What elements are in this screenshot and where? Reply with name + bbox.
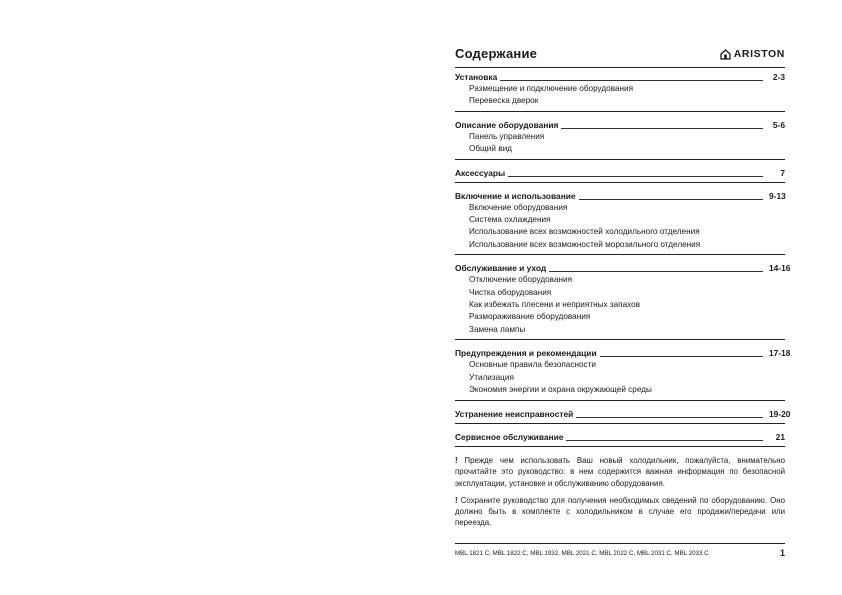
toc-page-range: 5-6: [772, 119, 785, 130]
toc-subitem: Использование всех возможностей морозильного отделения: [469, 239, 701, 249]
toc-section-heading: [455, 168, 785, 179]
toc-subitem: Чистка оборудования: [469, 287, 552, 297]
toc-leader-line: [561, 127, 763, 129]
toc-section: [455, 191, 785, 256]
toc-section-title: Включение и использование: [455, 190, 576, 201]
toc-section-title: Описание оборудования: [455, 119, 559, 130]
toc-section-title: Аксессуары: [455, 167, 506, 178]
toc-section: [455, 120, 785, 160]
toc-section: [455, 263, 791, 340]
toc-subitem: Как избежать плесени и неприятных запахов: [469, 300, 641, 310]
section-divider: [455, 400, 785, 401]
section-divider: [455, 423, 785, 424]
toc-subitem: Утилизация: [469, 372, 514, 382]
toc-section-title: Устранение неисправностей: [455, 408, 574, 419]
toc-section-heading: [455, 408, 791, 420]
toc-leader-line: [500, 79, 763, 81]
toc-page-range: 2-3: [772, 72, 785, 82]
toc-leader-line: [600, 355, 763, 357]
toc-subitem: Общий вид: [469, 144, 512, 154]
toc-section-heading: [455, 263, 791, 274]
section-divider: [455, 111, 785, 112]
toc-section-heading: [455, 120, 785, 131]
toc-leader-line: [508, 175, 763, 177]
section-divider: [455, 182, 785, 183]
toc-subitem: Основные правила безопасности: [469, 360, 596, 370]
toc-leader-line: [549, 270, 763, 272]
toc-section-title: Предупреждения и рекомендации: [455, 348, 597, 359]
house-icon: [720, 49, 731, 60]
toc-subitem: Использование всех возможностей холодильного отделения: [469, 227, 700, 237]
toc-section-heading: [455, 72, 785, 83]
toc-section: [455, 432, 785, 447]
toc-subitem: Размораживание оборудования: [469, 312, 591, 322]
section-divider: [455, 254, 785, 255]
toc-subitem: Включение оборудования: [469, 202, 568, 212]
toc-section-heading: [455, 348, 791, 359]
toc-section: [455, 348, 791, 400]
note-mark: !: [455, 495, 458, 505]
brand-logo: [720, 48, 785, 60]
page-title: Содержание: [455, 46, 538, 61]
note: [455, 495, 785, 529]
footer: [455, 543, 785, 558]
notes: [455, 455, 785, 535]
toc-subitem: Перевеска дверок: [469, 96, 539, 106]
toc-page-range: 14-16: [769, 263, 791, 274]
toc-section-title: Обслуживание и уход: [455, 263, 547, 274]
note-text: Сохраните руководство для получения необходимых сведений по оборудованию. Оно должно быть в комплекте с холодильником в случае его продажи/передачи или переезда.: [455, 495, 785, 528]
note: [455, 455, 785, 489]
toc-subitem: Экономия энергии и охрана окружающей среды: [469, 385, 652, 395]
toc-subitem: Отключение оборудования: [469, 275, 573, 285]
toc-leader-line: [576, 416, 763, 418]
toc-page-range: 19-20: [769, 408, 791, 419]
document-page: [455, 0, 791, 595]
section-divider: [455, 339, 785, 340]
toc-section-heading: [455, 191, 785, 202]
toc-subitem: Панель управления: [469, 131, 545, 141]
table-of-contents: [455, 72, 791, 455]
page-number: 1: [779, 548, 785, 558]
title-rule: [455, 67, 785, 68]
brand-name: ARISTON: [733, 48, 785, 60]
note-mark: !: [455, 456, 458, 465]
toc-page-range: 17-18: [769, 348, 791, 359]
note-text: Прежде чем использовать Ваш новый холодильник, пожалуйста, внимательно прочитайте это руководство: в нем содержится важная информация по безопасной эксплуатации, установке и обслуживанию оборудования.: [455, 456, 785, 488]
toc-section-title: Установка: [455, 72, 498, 82]
toc-section: [455, 72, 785, 112]
toc-leader-line: [566, 439, 763, 441]
toc-subitem: Размещение и подключение оборудования: [469, 84, 634, 93]
toc-section: [455, 168, 785, 183]
section-divider: [455, 446, 785, 447]
toc-subitem: Замена лампы: [469, 324, 526, 334]
toc-leader-line: [579, 198, 763, 200]
toc-page-range: 21: [775, 431, 785, 442]
model-list: MBL 1821 C, MBL 1822 C, MBL 1932, MBL 2021 C, MBL 2022 C, MBL 2031 C, MBL 2033 C: [455, 550, 709, 557]
section-divider: [455, 159, 785, 160]
toc-section-heading: [455, 432, 785, 443]
toc-section: [455, 408, 791, 424]
toc-page-range: 9-13: [769, 190, 786, 201]
toc-section-title: Сервисное обслуживание: [455, 431, 564, 442]
toc-page-range: 7: [780, 167, 785, 178]
toc-subitem: Система охлаждения: [469, 215, 551, 225]
